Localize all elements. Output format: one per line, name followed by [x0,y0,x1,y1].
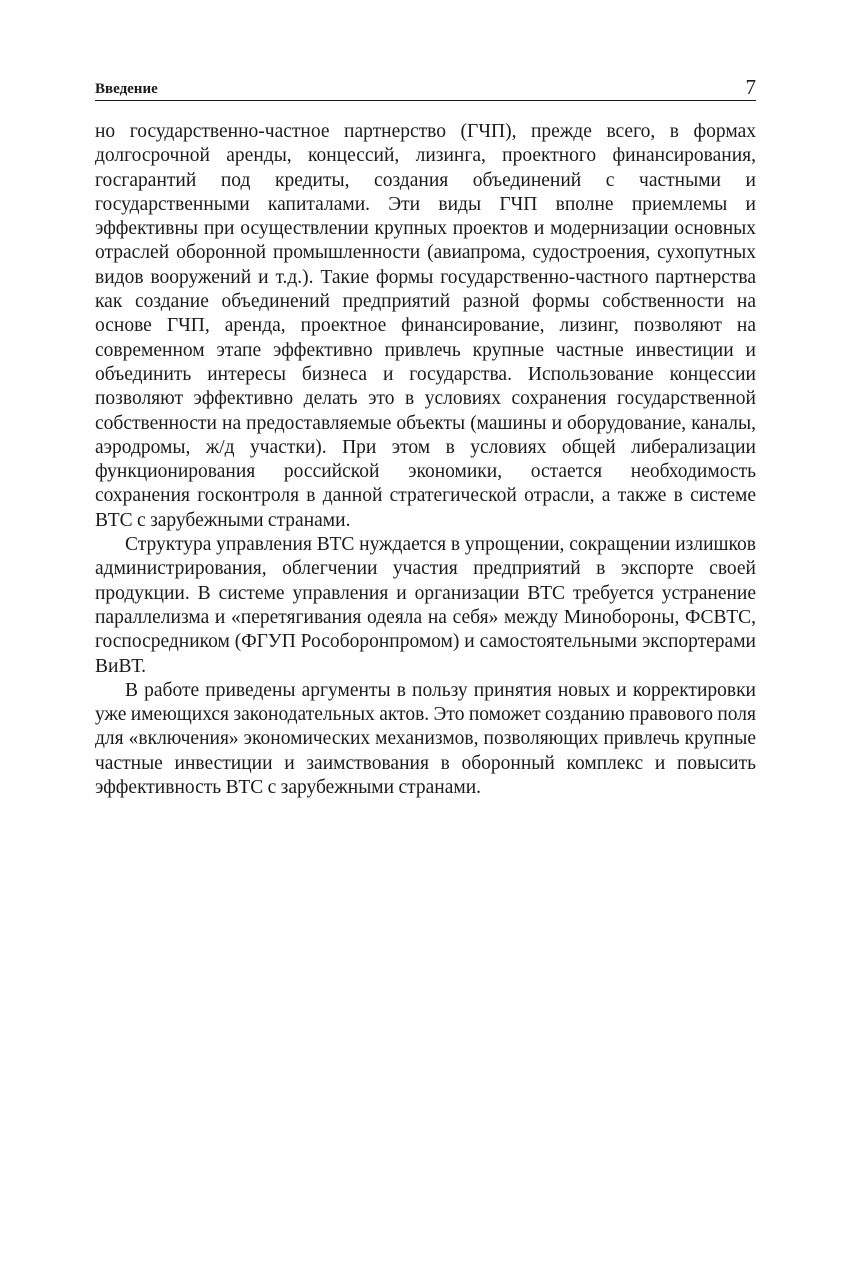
page-number: 7 [745,75,756,99]
body-text [95,120,756,800]
paragraph-continued: но государственно-частное партнерство (ГЧП), прежде всего, в формах долгосрочной аренды, концессий, лизинга, проектного финансирования, госгарантий под кредиты, создания объединений с частными и государственными капиталами. Эти виды ГЧП вполне приемлемы и эффективны при осуществлении крупных проектов и модернизации основных отраслей оборонной промышленности (авиапрома, судостроения, сухопутных видов вооружений и т.д.). Такие формы государственно-частного партнерства как создание объединений предприятий разной формы собственности на основе ГЧП, аренда, проектное финансирование, лизинг, позволяют на современном этапе эффективно привлечь крупные частные инвестиции и объединить интересы бизнеса и государства. Использование концессии позволяют эффективно делать это в условиях сохранения государственной собственности на предоставляемые объекты (машины и оборудование, каналы, аэродромы, ж/д участки). При этом в условиях общей либерализации функционирования российской экономики, остается необходимость сохранения госконтроля в данной стратегической отрасли, а также в системе ВТС с зарубежными странами. [95,121,756,531]
running-header [95,72,756,101]
book-page [95,72,756,800]
paragraph-management-structure: Структура управления ВТС нуждается в упрощении, сокращении излишков администрирования, облегчении участия предприятий в экспорте своей продукции. В системе управления и организации ВТС требуется устранение параллелизма и «перетягивания одеяла на себя» между Минобороны, ФСВТС, госпосредником (ФГУП Рособоронпромом) и самостоятельными экспортерами ВиВТ. [95,534,756,677]
paragraph-legislation: В работе приведены аргументы в пользу принятия новых и корректировки уже имеющихся законодательных актов. Это поможет созданию правового поля для «включения» экономических механизмов, позволяющих привлечь крупные частные инвестиции и заимствования в оборонный комплекс и повысить эффективность ВТС с зарубежными странами. [95,679,756,799]
section-title: Введение [95,81,158,97]
